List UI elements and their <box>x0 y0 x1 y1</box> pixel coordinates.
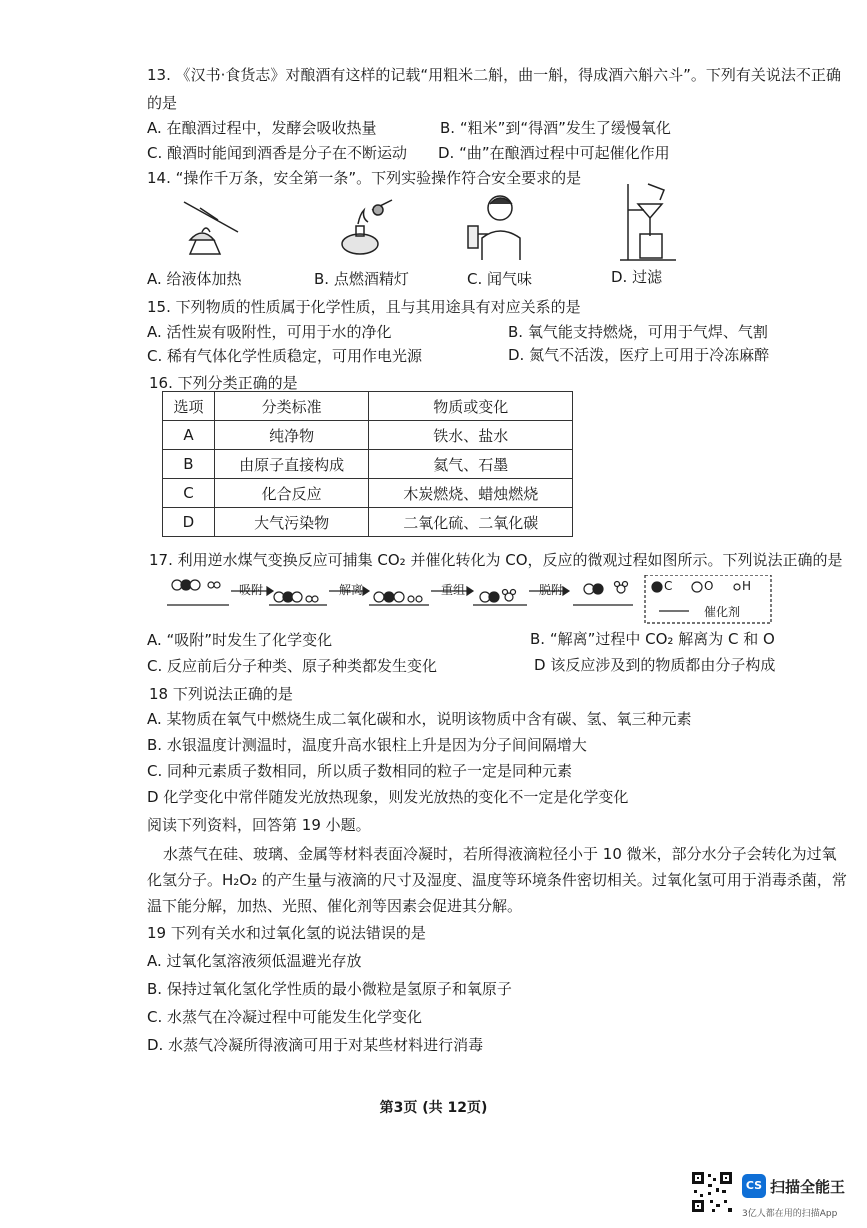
q18-option-b: B. 水银温度计测温时，温度升高水银柱上升是因为分子间间隔增大 <box>147 736 587 754</box>
q19-option-a: A. 过氧化氢溶液须低温避光存放 <box>147 952 362 970</box>
q14-option-c: C. 闻气味 <box>467 270 533 288</box>
page-number: 第3页 (共 12页) <box>379 1100 488 1116</box>
reading-paragraph-line2: 化氢分子。H₂O₂ 的产生量与液滴的尺寸及湿度、温度等环境条件密切相关。过氧化氢可用于消毒杀菌，常 <box>147 871 847 889</box>
q14-option-d: D. 过滤 <box>611 268 663 286</box>
table-cell: A <box>163 421 215 450</box>
q15-option-b: B. 氧气能支持燃烧，可用于气焊、气割 <box>508 323 768 341</box>
q18-option-c: C. 同种元素质子数相同，所以质子数相同的粒子一定是同种元素 <box>147 762 573 780</box>
q13-stem-line1: 13. 《汉书·食货志》对酿酒有这样的记载“用粗米二斛，曲一斛，得成酒六斛六斗”。下列有关说法不正确 <box>147 66 841 84</box>
filtration-illustration <box>618 180 678 264</box>
table-cell: 铁水、盐水 <box>369 421 573 450</box>
q17-stem: 17. 利用逆水煤气变换反应可捕集 CO₂ 并催化转化为 CO，反应的微观过程如图所示。下列说法正确的是 <box>149 551 843 569</box>
q14-option-a: A. 给液体加热 <box>147 270 242 288</box>
table-row <box>163 508 573 537</box>
scanner-app-name: 扫描全能王 <box>770 1178 846 1196</box>
q19-option-b: B. 保持过氧化氢化学性质的最小微粒是氢原子和氧原子 <box>147 980 512 998</box>
legend-carbon: C <box>664 579 673 593</box>
q17-option-b: B. “解离”过程中 CO₂ 解离为 C 和 O <box>530 630 775 648</box>
q13-stem-line2: 的是 <box>147 94 178 112</box>
q18-option-a: A. 某物质在氧气中燃烧生成二氧化碳和水，说明该物质中含有碳、氢、氧三种元素 <box>147 710 692 728</box>
table-cell: 由原子直接构成 <box>214 450 369 479</box>
q17-option-c: C. 反应前后分子种类、原子种类都发生变化 <box>147 657 438 675</box>
table-row <box>163 479 573 508</box>
table-row <box>163 450 573 479</box>
table-cell: 纯净物 <box>214 421 369 450</box>
q19-option-d: D. 水蒸气冷凝所得液滴可用于对某些材料进行消毒 <box>147 1036 484 1054</box>
reading-paragraph-line1: 水蒸气在硅、玻璃、金属等材料表面冷凝时，若所得液滴粒径小于 10 微米，部分水分子会转化为过氧 <box>163 845 837 863</box>
q15-option-a: A. 活性炭有吸附性，可用于水的净化 <box>147 323 392 341</box>
q19-option-c: C. 水蒸气在冷凝过程中可能发生化学变化 <box>147 1008 423 1026</box>
q18-option-d: D 化学变化中常伴随发光放热现象，则发光放热的变化不一定是化学变化 <box>147 788 629 806</box>
table-cell: 大气污染物 <box>214 508 369 537</box>
legend-hydrogen: H <box>742 579 752 593</box>
q14-option-b: B. 点燃酒精灯 <box>314 270 409 288</box>
reading-paragraph-line3: 温下能分解，加热、光照、催化剂等因素会促进其分解。 <box>147 897 523 915</box>
smelling-gas-illustration <box>460 190 530 262</box>
table-cell: 氦气、石墨 <box>369 450 573 479</box>
table-header-row <box>163 392 573 421</box>
step-label-dissociate: 解离 <box>339 583 364 597</box>
alcohol-lamp-illustration <box>332 196 402 260</box>
step-label-adsorb: 吸附 <box>239 583 264 597</box>
table-cell: 木炭燃烧、蜡烛燃烧 <box>369 479 573 508</box>
q13-option-c: C. 酿酒时能闻到酒香是分子在不断运动 <box>147 144 408 162</box>
scanner-watermark <box>690 1170 860 1226</box>
q14-stem: 14. “操作千万条，安全第一条”。下列实验操作符合安全要求的是 <box>147 169 582 187</box>
step-label-desorb: 脱附 <box>539 583 564 597</box>
reading-intro: 阅读下列资料，回答第 19 小题。 <box>147 816 371 834</box>
q13-option-a: A. 在酿酒过程中，发酵会吸收热量 <box>147 119 377 137</box>
scanner-tagline: 3亿人都在用的扫描App <box>742 1209 838 1219</box>
table-header-cell: 分类标准 <box>214 392 369 421</box>
qr-code-icon <box>690 1170 734 1214</box>
table-cell: 化合反应 <box>214 479 369 508</box>
table-cell: C <box>163 479 215 508</box>
step-label-recombine: 重组 <box>441 583 466 597</box>
q19-stem: 19 下列有关水和过氧化氢的说法错误的是 <box>147 924 426 942</box>
legend-oxygen: O <box>704 579 714 593</box>
table-row <box>163 421 573 450</box>
q16-stem: 16. 下列分类正确的是 <box>149 374 298 392</box>
table-cell: D <box>163 508 215 537</box>
heating-liquid-illustration <box>170 190 250 260</box>
classification-table <box>162 391 573 537</box>
q17-option-a: A. “吸附”时发生了化学变化 <box>147 631 333 649</box>
q15-option-c: C. 稀有气体化学性质稳定，可用作电光源 <box>147 347 423 365</box>
q18-stem: 18 下列说法正确的是 <box>149 685 293 703</box>
table-header-cell: 选项 <box>163 392 215 421</box>
legend-catalyst: 催化剂 <box>704 605 741 619</box>
q13-option-b: B. “粗米”到“得酒”发生了缓慢氧化 <box>440 119 671 137</box>
q17-option-d: D 该反应涉及到的物质都由分子构成 <box>534 656 776 674</box>
table-header-cell: 物质或变化 <box>369 392 573 421</box>
table-cell: 二氧化硫、二氧化碳 <box>369 508 573 537</box>
q15-stem: 15. 下列物质的性质属于化学性质，且与其用途具有对应关系的是 <box>147 298 581 316</box>
scanner-logo-icon: CS <box>742 1174 766 1198</box>
table-cell: B <box>163 450 215 479</box>
q13-option-d: D. “曲”在酿酒过程中可起催化作用 <box>438 144 670 162</box>
q15-option-d: D. 氮气不活泼，医疗上可用于冷冻麻醉 <box>508 346 770 364</box>
